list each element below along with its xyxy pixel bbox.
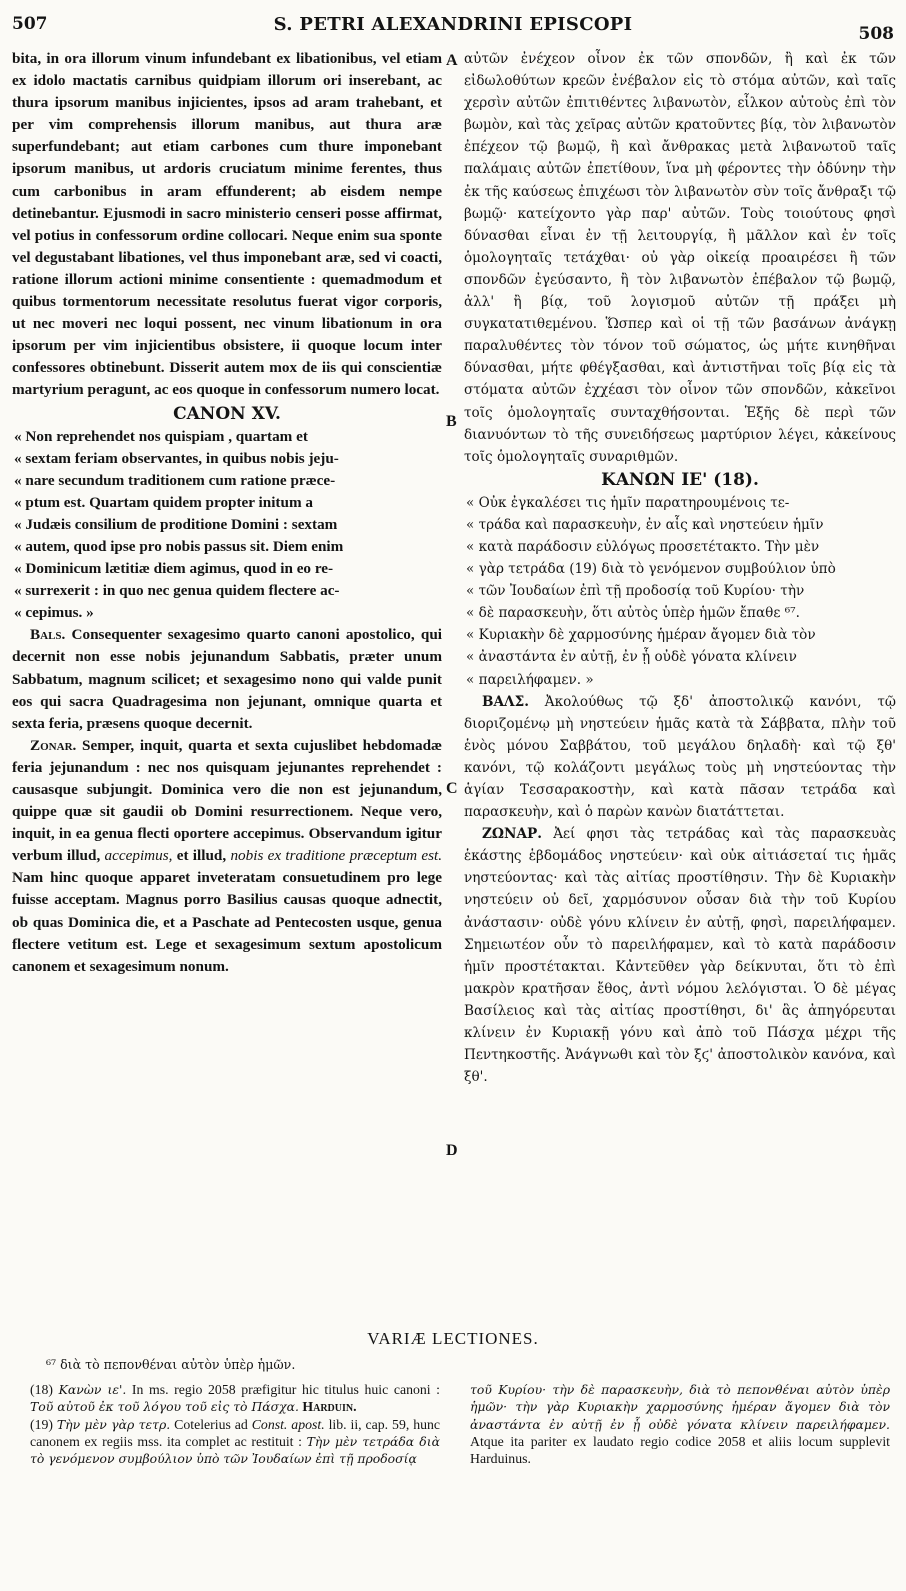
zonaras-quote: accepimus, bbox=[104, 847, 173, 865]
zonaras-text: Ἀεί φησι τὰς τετράδας καὶ τὰς παρασκευὰς ἑκάστης ἑβδομάδος νηστεύειν· καὶ οὐκ αἰτιάσεταί τις ἡμᾶς νηστεύοντας· καὶ τὰς αἰτίας προστίθησιν. Τὴν δὲ Κυριακὴν νηστεύειν οὐ δεῖ, χαρμόσυνον οὖσαν διὰ τὴν τοῦ Κυρίου ἀνάστασιν· οὐδὲ γόνυ κλίνειν ἐν αὐτῇ, φησὶ, παρειλήφαμεν. Σημειωτέον οὖν τὸ παρειλήφαμεν, καὶ τὸ κατὰ παράδοσιν ἡμῖν προστέτακται. Κἀντεῦθεν γὰρ δείκνυται, ὅτι τὸ ἐπὶ μακρὸν κρατῆσαν ἔθος, ἀντὶ νόμου λελόγισται. Ὁ δὲ μέγας Βασίλειος καὶ τὰς αἰτίας προστίθησι, δι' ἃς ἀπηγόρευται κλίνειν ἐν Κυριακῇ γόνυ καὶ ἀπὸ τοῦ Πάσχα μέχρι τῆς Πεντηκοστῆς. Ἀνάγνωθι καὶ τὸν ξϛ' ἀποστολικὸν κανόνα, καὶ ξθ'. bbox=[464, 826, 896, 1086]
greek-lemma: Τὴν μὲν γὰρ τετρ. bbox=[56, 1416, 171, 1432]
balsamon-text: Consequenter sexagesimo quarto canoni apostolico, qui decernit non esse nobis jejunandum Sabbatis, præter unum Sabbatum, magnum scilicet; et sexagesimo nono qui valde punit eos qui sacra Quadragesima non jejunant, omnique quarta et sexta feria, præsens quoque decernit. bbox=[12, 626, 442, 732]
footnote-author: Harduin. bbox=[302, 1399, 357, 1415]
latin-paragraph: bita, in ora illorum vinum infundebant ex libationibus, vel etiam ex idolo mactatis carnibus quidpiam illorum ori inserebant, ac thura ipsorum manibus injicientes, ipsos ad aram trahebant, et per vim comprehensis illorum manibus, aut thura aræ superfundebant; aut etiam carbones cum thure imponebant ipsorum manibus, ut ardoris cruciatum minime ferentes, thus cum carbonibus in aram effunderent; ab eisdem nempe detinebantur. Ejusmodi in sacro ministerio censeri posse affirmat, vel potius in confessorum ordine collocari. Neque enim sua sponte vel degustabant libationes, vel thus imponebant aræ, sed vi coacti, ratione illorum actioni minime consentiente : quemadmodum et quibus tormentorum necessitate resolutus fuerat vigor corporis, ut nec moveri nec loqui possent, nec vinum libationum in ora ipsorum per vim injicientibus obsistere, ii quoque locum inter confessores obtinebunt. Disserit autem mox de iis qui conscientiæ martyrium peragunt, ac eos quoque in confessorum numero locat. bbox=[12, 50, 442, 399]
latin-zonaras-commentary bbox=[12, 735, 442, 978]
footnote-18 bbox=[30, 1381, 440, 1416]
latin-canon-text bbox=[12, 426, 442, 625]
greek-lemma: Κανὼν ιε'. bbox=[58, 1382, 127, 1397]
margin-letter-d: D bbox=[446, 1142, 458, 1159]
margin-letter-a: A bbox=[446, 52, 458, 69]
greek-restitution: Τὴν μὲν τετράδα διὰ τὸ γενόμενον συμβούλιον ὑπὸ τῶν Ἰουδαίων ἐπὶ τῇ προδοσίᾳ bbox=[30, 1433, 440, 1467]
page-number-right: 508 bbox=[858, 24, 894, 44]
running-title: S. PETRI ALEXANDRINI EPISCOPI bbox=[273, 14, 633, 35]
running-header bbox=[8, 14, 898, 44]
canon-line: « γὰρ τετράδα (19) διὰ τὸ γενόμενον συμβούλιον ὑπὸ bbox=[466, 561, 836, 578]
greek-canon-text bbox=[464, 492, 896, 691]
greek-zonaras-commentary bbox=[464, 823, 896, 1088]
footnote-19 bbox=[30, 1416, 440, 1468]
footnote-marker: (18) bbox=[30, 1382, 53, 1397]
footnote-text: Atque ita pariter ex laudato regio codice 2058 et aliis locum supplevit Harduinus. bbox=[470, 1433, 890, 1467]
zonaras-text: et illud, bbox=[176, 847, 227, 865]
canon-line: « Non reprehendet nos quispiam , quartam et bbox=[14, 427, 308, 445]
greek-paragraph: αὐτῶν ἐνέχεον οἶνον ἐκ τῶν σπονδῶν, ἢ καὶ ἐκ τῶν εἰδωλοθύτων κρεῶν ἐνέβαλον εἰς τὸ στόμα αὐτῶν, καὶ ταῖς χερσὶν αὐτῶν ἐπιτιθέντες λιβανωτὸν, εἷλκον αὐτοὺς ἐπὶ τὸν βωμὸν, καὶ τὰς χεῖρας αὐτῶν κρατοῦντες βίᾳ, τὸν λιβανωτὸν ἐπέχεον τῷ βωμῷ, ἢ καὶ ἄνθρακας μετὰ λιβανωτοῦ ταῖς παλάμαις αὐτῶν ἐπετίθουν, ἵνα μὴ φέροντες τὴν ὀδύνην τὴν ἐκ τῆς καύσεως ἐπιχέωσι τὸν λιβανωτὸν σὺν τοῖς ἄνθραξι τῷ βωμῷ· κατείχοντο γὰρ παρ' αὐτῶν. Τοὺς τοιούτους φησὶ δύνασθαι εἶναι ἐν τῇ λειτουργίᾳ, ἢ μᾶλλον καὶ ἐν τοῖς ὁμολογηταῖς τετάχθαι· οὐ γὰρ οἰκείᾳ προαιρέσει ἢ τῶν σπονδῶν ἐγεύσαντο, ἢ τὸν λιβανωτὸν ἐπέβαλον τῷ βωμῷ, ἀλλ' ἢ βίᾳ, τοῦ λογισμοῦ αὐτῶν τῇ πράξει μὴ συγκατατιθεμένου. Ὥσπερ καὶ οἱ τῇ τῶν βασάνων ἀνάγκῃ παραλυθέντες τὸν τόνον τοῦ σώματος, ὡς μήτε κινηθῆναι δύνασθαι, μήτε φθέγξασθαι, καὶ ἀντιστῆναι τοῖς βίᾳ εἰς τὰ στόματα αὐτῶν ἐχχέασι τὸν οἶνον τῶν σπονδῶν, κἀκεῖνοι τοῖς ὁμολογηταῖς συνταχθήσονται. Ἑξῆς δὲ περὶ τῶν διανυόντων τὸ τῆς συνειδήσεως μαρτύριον λέγει, κἀκείνους τοῖς ὁμολογηταῖς συναριθμῶν. bbox=[464, 51, 896, 465]
canon-line: « δὲ παρασκευὴν, ὅτι αὐτὸς ὑπὲρ ἡμῶν ἔπαθε ⁶⁷. bbox=[466, 605, 800, 622]
balsamon-label: ΒΑΛΣ. bbox=[482, 693, 529, 710]
variae-lectiones-title: VARIÆ LECTIONES. bbox=[367, 1329, 539, 1348]
greek-column bbox=[464, 48, 896, 1088]
zonaras-quote: nobis ex traditione præceptum est. bbox=[230, 847, 442, 865]
latin-canon-title: CANON XV. bbox=[173, 403, 281, 424]
canon-line: « Οὐκ ἐγκαλέσει τις ἡμῖν παρατηρουμένοις τε- bbox=[466, 494, 790, 511]
zonaras-label: Zonar. bbox=[30, 736, 77, 754]
canon-line: « ptum est. Quartam quidem propter initum a bbox=[14, 493, 313, 511]
footnote-marker: (19) bbox=[30, 1416, 53, 1432]
greek-balsamon-commentary bbox=[464, 691, 896, 824]
latin-balsamon-commentary bbox=[12, 624, 442, 734]
canon-line: « παρειλήφαμεν. » bbox=[466, 671, 594, 688]
canon-line: « κατὰ παράδοσιν εὐλόγως προσετέτακτο. Τὴν μὲν bbox=[466, 538, 820, 555]
zonaras-text: Semper, inquit, quarta et sexta cujuslibet hebdomadæ feria jejunandum : nec nos quisquam jejunantes reprehendet : causasque subjungit. Dominica vero die non est jejunandum, quippe quæ sit gaudii ob Domini resurrectionem. Neque vero, inquit, in ea genua flecti oportere accepimus. Observandum igitur verbum illud, bbox=[12, 736, 443, 865]
variant-note-67: ⁶⁷ διὰ τὸ πεπονθέναι αὐτὸν ὑπὲρ ἡμῶν. bbox=[46, 1357, 296, 1372]
footnote-19-continued bbox=[470, 1381, 890, 1467]
balsamon-text: Ἀκολούθως τῷ ξδ' ἀποστολικῷ κανόνι, τῷ διοριζομένῳ μὴ νηστεύειν ἡμᾶς κατὰ τὰ Σάββατα, πλὴν τοῦ ἑνὸς μόνου Σαββάτου, τοῦ μεγάλου δηλαδὴ· καὶ τῷ ξθ' κανόνι, τῷ κολάζοντι μεγάλως τοὺς μὴ νηστεύοντας τὴν ἁγίαν Τεσσαρακοστὴν, καὶ κατὰ πᾶσαν τετράδα καὶ παρασκευὴν, καὶ ὁ παρὼν κανὼν διατάττεται. bbox=[464, 693, 896, 821]
footnotes-right bbox=[470, 1381, 890, 1467]
canon-line: « τράδα καὶ παρασκευὴν, ἐν αἷς καὶ νηστεύειν ἡμῖν bbox=[466, 516, 824, 533]
canon-line: « cepimus. » bbox=[14, 604, 94, 622]
canon-line: « τῶν Ἰουδαίων ἐπὶ τῇ προδοσίᾳ τοῦ Κυρίου· τὴν bbox=[466, 583, 805, 600]
footnote-text: Cotelerius ad bbox=[174, 1416, 248, 1432]
canon-line: « surrexerit : in quo nec genua quidem flectere ac- bbox=[14, 582, 340, 600]
zonaras-label: ΖΩΝΑΡ. bbox=[482, 826, 542, 843]
canon-line: « Κυριακὴν δὲ χαρμοσύνης ἡμέραν ἄγομεν διὰ τὸν bbox=[466, 627, 816, 644]
footnotes-left bbox=[30, 1381, 440, 1467]
greek-canon-title: ΚΑΝΩΝ ΙΕ' (18). bbox=[601, 469, 759, 490]
canon-line: « nare secundum traditionem cum ratione præce- bbox=[14, 471, 336, 489]
margin-letter-b: B bbox=[446, 413, 457, 430]
zonaras-text: Nam hinc quoque apparet inveteratam consuetudinem pro lege fuisse acceptam. Magnus porro Basilius causas quoque adnectit, ob quas Dominica die, et a Paschate ad Pentecosten usque, genua flectere vetitum est. Lege et sexagesimum sextum apostolicum canonem et sexagesimum nonum. bbox=[12, 869, 442, 975]
greek-title: Τοῦ αὐτοῦ ἐκ τοῦ λόγου τοῦ εἰς τὸ Πάσχα. bbox=[30, 1399, 299, 1415]
canon-line: « Judæis consilium de proditione Domini : sextam bbox=[14, 515, 338, 533]
balsamon-label: Bals. bbox=[30, 626, 66, 644]
footnote-text: In ms. regio 2058 præfigitur hic titulus huic canoni : bbox=[131, 1382, 441, 1397]
canon-line: « ἀναστάντα ἐν αὐτῇ, ἐν ᾗ οὐδὲ γόνατα κλίνειν bbox=[466, 649, 797, 666]
canon-line: « Dominicum lætitiæ diem agimus, quod in eo re- bbox=[14, 560, 334, 578]
page-number-left: 507 bbox=[12, 14, 48, 34]
greek-restitution: τοῦ Κυρίου· τὴν δὲ παρασκευὴν, διὰ τὸ πεπονθέναι αὐτὸν ὑπὲρ ἡμῶν· τὴν γὰρ Κυριακὴν χαρμοσύνης ἡμέραν ἄγομεν διὰ τὸν ἀναστάντα ἐν αὐτῇ ἐν ᾗ οὐδὲ γόνατα κλίνειν παρειλήφαμεν. bbox=[470, 1382, 890, 1432]
margin-letter-c: C bbox=[446, 780, 458, 797]
canon-line: « autem, quod ipse pro nobis passus sit. Diem enim bbox=[14, 537, 344, 555]
canon-line: « sextam feriam observantes, in quibus nobis jeju- bbox=[14, 449, 339, 467]
footnote-text: lib. ii, cap. 59, hunc canonem ex regiis mss. ita complet ac restituit : bbox=[30, 1416, 441, 1449]
work-title: Const. apost. bbox=[251, 1416, 325, 1432]
latin-column bbox=[12, 48, 442, 978]
